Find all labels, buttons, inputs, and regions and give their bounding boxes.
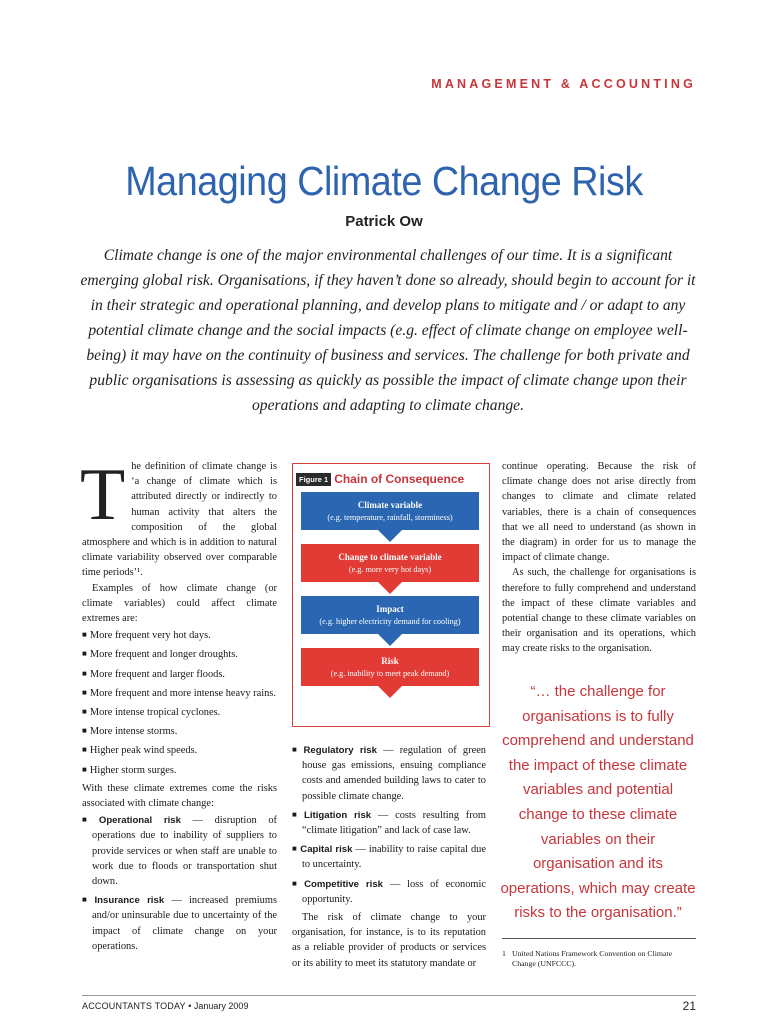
figure-title: Chain of Consequence [334, 472, 465, 487]
column-1-paragraph-1 [80, 454, 277, 581]
column-1 [80, 454, 277, 957]
drop-cap: T [80, 454, 126, 536]
flow-box-subtitle: (e.g. temperature, rainfall, storminess) [327, 513, 453, 522]
risk-text: — regulation of green house gas emissions, ensuing compliance costs and amended building laws to cater to possible climate change. [302, 745, 486, 802]
publication-name: ACCOUNTANTS TODAY [82, 1001, 186, 1011]
risk-term: Operational risk [98, 815, 181, 827]
list-item [292, 876, 486, 907]
flow-box-subtitle: (e.g. more very hot days) [348, 565, 432, 574]
risk-text: — disruption of operations due to inability of suppliers to provide services or when staff are unable to work due to floods or transportation shut down. [92, 815, 277, 888]
list-item: ■ More frequent and longer droughts. [82, 646, 277, 662]
list-item [292, 807, 486, 838]
climate-extremes-list [82, 627, 277, 778]
risk-text: — inability to raise capital due to uncertainty. [302, 844, 486, 871]
risk-term: Litigation risk [304, 809, 372, 821]
flow-box-title: Risk [381, 656, 399, 666]
footer-divider [82, 995, 696, 996]
list-item: ■ Higher peak wind speeds. [82, 742, 277, 758]
list-item: ■ More intense storms. [82, 723, 277, 739]
list-item [82, 892, 277, 954]
list-item: ■ Higher storm surges. [82, 762, 277, 778]
list-item: ■ More frequent and larger floods. [82, 666, 277, 682]
flow-box-title: Impact [376, 604, 404, 614]
intro-paragraph: Climate change is one of the major environmental challenges of our time. It is a significant emerging global risk. Organisations, if they haven’t done so already, should begin to account for it in their strategic and operational planning, and develop plans to mitigate and / or adapt to any potential climate change and the social impacts (e.g. effect of climate change on employee well-being) it may have on the continuity of business and services. The challenge for both private and public organisations is assessing as quickly as possible the impact of climate change upon their operations and adapting to climate change. [80, 247, 696, 414]
article-title: Managing Climate Change Risk [125, 158, 643, 204]
column-1-paragraph-2: Examples of how climate change (or climate variables) could affect climate extremes are: [82, 582, 277, 625]
footnote-number: 1 [502, 949, 506, 958]
page-number: 21 [682, 999, 696, 1013]
column-2-paragraph: The risk of climate change to your organisation, for instance, is to its reputation as a reliable provider of products or services or its ability to meet its statutory mandate or [292, 912, 486, 969]
list-item: ■ More intense tropical cyclones. [82, 704, 277, 720]
footer-separator: • [185, 1001, 194, 1011]
list-item: ■ More frequent and more intense heavy rains. [82, 685, 277, 701]
section-label: MANAGEMENT & ACCOUNTING [431, 77, 696, 91]
risk-term: Competitive risk [304, 878, 383, 890]
flow-box-title: Climate variable [357, 500, 423, 510]
list-item [82, 812, 277, 889]
paragraph-text: he definition of climate change is ‘a change of climate which is attributed directly or indirectly to human activity that alters the composition of the global atmosphere and which is in addition to natural climate variability observed over comparable time periods’¹. [82, 461, 277, 579]
footnote-divider [502, 938, 696, 939]
figure-tag: Figure 1 [296, 473, 331, 486]
flow-box-title: Change to climate variable [338, 552, 442, 562]
pull-quote: “… the challenge for organisations is to fully comprehend and understand the impact of these climate variables and potential change to these climate variables on their organisation and its operations, which may create risks to the organisation.” [500, 683, 696, 922]
footnote-text: United Nations Framework Convention on Climate Change (UNFCCC). [512, 949, 673, 968]
risk-list [292, 742, 486, 907]
figure-chain-of-consequence [292, 463, 490, 727]
footnote [502, 949, 696, 969]
risk-term: Capital risk [300, 844, 353, 856]
column-3 [502, 459, 696, 657]
column-3-paragraph-1: continue operating. Because the risk of climate change does not arise directly from changes to climate and climate related variables, there is a chain of consequences that we all need to understand (as shown in the diagram) in order for us to manage the impact of climate change. [502, 461, 696, 564]
issue-date: January 2009 [193, 1001, 249, 1011]
footer-publication [82, 1001, 248, 1011]
risk-text: — increased premiums and/or uninsurable due to uncertainty of the impact of climate change on your operations. [92, 895, 277, 952]
risk-term: Insurance risk [94, 895, 165, 907]
flow-box-subtitle: (e.g. higher electricity demand for cooling) [319, 617, 461, 626]
column-1-paragraph-3: With these climate extremes come the risks associated with climate change: [82, 782, 277, 810]
author-name: Patrick Ow [345, 213, 423, 230]
list-item [292, 742, 486, 804]
risk-term: Regulatory risk [303, 745, 377, 756]
list-item [292, 841, 486, 872]
column-3-paragraph-2: As such, the challenge for organisations is therefore to fully comprehend and understand the impact of these climate variables and potential change to these climate variables on their organisation and its operations, which may create risks to the organisation. [502, 567, 696, 655]
list-item: ■ More frequent very hot days. [82, 627, 277, 643]
risk-list [82, 812, 277, 954]
column-2 [292, 741, 486, 971]
flow-box-subtitle: (e.g. inability to meet peak demand) [330, 669, 450, 678]
risk-text: — costs resulting from “climate litigation” and lack of case law. [302, 809, 486, 837]
risk-text: — loss of economic opportunity. [302, 878, 486, 905]
flow-diagram [293, 464, 489, 726]
